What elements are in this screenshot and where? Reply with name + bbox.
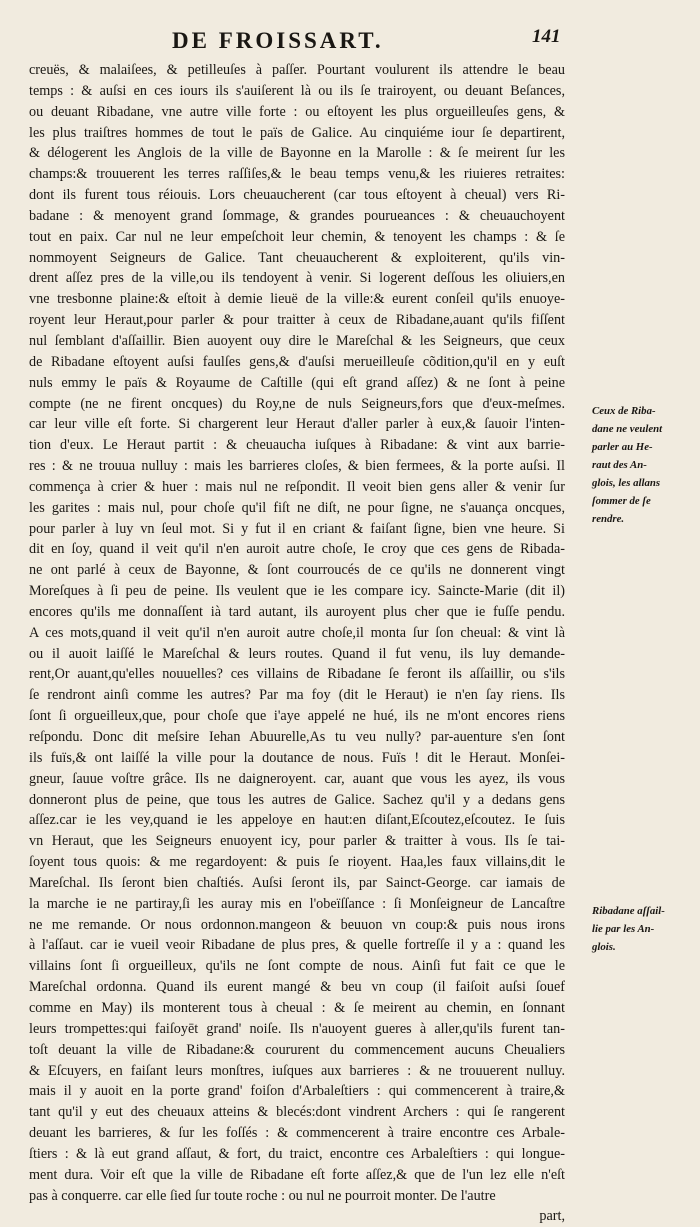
text-line: ſoyent tous quois: & me regardoyent: & puis ſe rioyent. Haa,les faux villains,dit le <box>29 854 565 871</box>
text-line: aſſez.car ie les vey,quand ie les appeloye en haut:en diſant,Eſcoutez,eſcoutez. Ie ſuis <box>29 812 565 829</box>
text-line: nul ſemblant d'aſſaillir. Bien auoyent ouy dire le Mareſchal & les Seigneurs, que ceux <box>29 332 565 349</box>
text-line: reſpondu. Donc dit meſsire Iehan Abuurelle,As tu veu nully? par-auenture s'en ſont <box>29 729 565 745</box>
text-line: ſe rendront ainſi comme les autres? Par ma foy (dit le Heraut) ie n'en ſay riens. Ils <box>29 687 565 704</box>
text-line: leurs trompettes:qui faiſoyēt grand' noiſe. Ils n'auoyent gueres à aller,qu'ils furent tan- <box>29 1020 565 1037</box>
text-line: dont ils furent tous réiouis. Lors cheuaucherent (car tous eſtoyent à cheual) vers Ri- <box>29 187 565 204</box>
text-line: creuës, & malaiſees, & petilleuſes à paſſer. Pourtant voulurent ils attendre le beau <box>29 62 565 78</box>
text-line: ne me remande. Or nous ordonnon.mangeon & beuuon vn coup:& puis nous irons <box>29 916 565 933</box>
marginal-note-line: raut des An- <box>592 459 647 471</box>
marginal-note-line: parler au He- <box>592 441 653 453</box>
text-line: part, <box>539 1208 565 1225</box>
text-line: à l'aſſaut. car ie vueil veoir Ribadane de plus pres, & quelle fortreſſe il y a : quand les <box>29 937 565 954</box>
text-line: drent aſſez pres de la ville,ou ils tendoyent à venir. Si logerent deſſous les oliuiers,en <box>29 270 565 287</box>
text-line: ſont ſi orgueilleux,que, pour choſe que i'aye appelé ne hué, ils ne m'ont encores riens <box>29 708 565 725</box>
marginal-note <box>592 902 696 956</box>
marginal-note <box>592 402 696 528</box>
text-line: vne tresbonne plaine:& eſtoit à demie lieuë de la ville:& eurent conſeil qu'ils enuoye- <box>29 291 565 308</box>
text-line: badane : & menoyent grand ſommage, & grandes pourueances : & cheuauchoyent <box>29 207 565 224</box>
text-line: tion d'eux. Le Heraut partit : & cheuaucha iuſques à Ribadane: & vint aux barrie- <box>29 437 565 454</box>
text-line: les garites : mais nul, pour choſe qu'il fiſt ne diſt, ne pour ſigne, ne s'auança oncques, <box>29 499 565 516</box>
marginal-note-line: rendre. <box>592 513 625 525</box>
text-line: deuant les barrieres, & ſur les foſſés : & commencerent à traire encontre ces Arbale- <box>29 1125 565 1142</box>
marginal-note-line: Ceux de Riba- <box>592 405 656 417</box>
marginal-note-line: Ribadane aſſail- <box>592 905 665 917</box>
text-line: temps : & auſsi en ces iours ils s'auiſerent là ou ils ſe trairoyent, ou deuant Beſances, <box>29 82 565 99</box>
text-line: commença à crier & huer : mais nul ne reſpondit. Il veoit bien gens aller & venir ſur <box>29 478 565 495</box>
text-line: gneur, ſauue voſtre grâce. Ils ne daigneroyent. car, auant que vous les ayez, ils vous <box>29 770 565 787</box>
text-line: dit en ſoy, quand il veit qu'il n'en auroit autre choſe, Ie croy que ces gens de Ribada- <box>29 541 565 558</box>
text-line: villains ſont ſi orgueilleux, qu'ils ne ſont compte de nous. Ainſi fut fait ce que le <box>29 958 565 975</box>
text-line: ou deuant Ribadane, vne autre ville forte : ou eſtoyent les plus orgueilleuſes gens, & <box>29 103 565 120</box>
text-line: & Eſcuyers, en faiſant leurs monſtres, iuſques aux barrieres : & ne trouuerent nulluy. <box>29 1062 565 1079</box>
text-line: A ces mots,quand il veit qu'il n'en auroit autre choſe,il monta ſur ſon cheual: & vint là <box>29 624 565 641</box>
text-line: pas à conquerre. car elle ſied ſur toute roche : ou nul ne pourroit monter. De l'autre <box>29 1187 496 1204</box>
text-line: les plus traiſtres hommes de tout le païs de Galice. Au cinquiéme iour ſe departirent, <box>29 124 565 141</box>
text-line: donneront plus de peine, que tous les autres de Galice. Sachez qu'il y a dedans gens <box>29 791 565 808</box>
running-title: DE FROISSART. <box>172 28 384 53</box>
text-line: compte (ne ne firent oncques) du Roy,ne de nuls Seigneurs,fors que d'eux-meſmes. <box>29 395 565 412</box>
page-number: 141 <box>532 26 561 47</box>
text-line: ils fuïs,& ont laiſſé la ville pour la doutance de nous. Fuïs ! dit le Heraut. Monſei- <box>29 749 565 766</box>
text-line: royent leur Heraut,pour parler & pour traitter à ceux de Ribadane,auant qu'ils fiſſent <box>29 312 565 329</box>
marginal-note-line: glois. <box>592 941 616 953</box>
text-line: tout en paix. Car nul ne leur empeſchoit leur chemin, & tenoyent les champs : & ſe <box>29 228 565 245</box>
text-line: nommoyent Seigneurs de Galice. Tant cheuaucherent & exploiterent, qu'ils vin- <box>29 249 565 266</box>
body-text <box>29 60 565 1227</box>
text-line: rent,Or auant,qu'elles nouuelles? ces villains de Ribadane ſe feront ils aſſaillir, ou s'ils <box>29 666 565 683</box>
marginal-note-line: glois, les allans <box>592 477 661 489</box>
marginal-note-line: ſommer de ſe <box>592 495 651 507</box>
text-line: Mareſchal ordonna. Quand ils eurent mangé & beu vn coup (il faiſoit auſsi ſouef <box>29 979 565 996</box>
text-line: la marche ie ne partiray,ſi les auray mis en l'obeïſſance : ſi Monſeigneur de Lancaſtre <box>29 895 565 912</box>
text-line: ne ont parlé à ceux de Bayonne, & ſont courroucés de ce qu'ils ne donnerent vingt <box>29 562 565 579</box>
marginal-note-line: dane ne veulent <box>592 423 663 435</box>
text-line: res : & ne trouua nulluy : mais les barrieres cloſes, & bien fermees, & la porte auſsi. Il <box>29 458 565 475</box>
text-line: vn Heraut, que les Seigneurs enuoyent icy, pour parler & traitter à vous. Ils ſe tai- <box>29 833 565 850</box>
text-line: car leur ville eſt forte. Si chargerent leur Heraut d'aller parler à eux,& ſauoir l'inten- <box>29 416 565 433</box>
text-line: nuls emmy le païs & Royaume de Caſtille (qui eſt grand aſſez) & ne ſont à peine <box>29 374 565 391</box>
text-line: tant qu'il y eut des cheuaux atteins & blecés:dont vindrent Archers : qui ſe rangerent <box>29 1104 565 1121</box>
text-line: comme en May) ils monterent tous à cheual : & ſe meirent au chemin, en ſonnant <box>29 999 565 1016</box>
text-line: encores qu'ils me donnaſſent ià tard autant, ils auroyent plus cher que ie fuſſe pendu. <box>29 603 565 620</box>
text-line: ment dura. Voir eſt que la ville de Ribadane eſt forte aſſez,& que de l'un lez elle n'eſt <box>29 1166 565 1183</box>
text-line: pour parler à luy vn ſeul mot. Si y fut il en criant & faiſant ſigne, bien vne heure. Si <box>29 520 565 537</box>
text-line: ou il auoit laiſſé le Mareſchal & leurs routes. Quand il fut venu, ils luy demande- <box>29 645 565 662</box>
text-line: Moreſques à ſi peu de peine. Ils veulent que ie les compare icy. Saincte-Marie (dit il) <box>29 583 565 600</box>
text-line: Mareſchal. Ils ſeront bien chaſtiés. Auſsi ſeront ils, par Sainct-George. car iamais de <box>29 874 565 891</box>
text-line: & délogerent les Anglois de la ville de Bayonne en la Marolle : & ſe meirent ſur les <box>29 145 565 162</box>
text-line: mais il y auoit en la porte grand' foiſon d'Arbaleſtiers : qui commencerent à traire,& <box>29 1083 565 1100</box>
marginal-note-line: lie par les An- <box>592 923 655 935</box>
text-line: ſtiers : & là eut grand aſſaut, & fort, du traict, encontre ces Arbaleſtiers : qui longue- <box>29 1145 565 1162</box>
running-head <box>0 26 700 52</box>
text-line: de Ribadane eſtoyent auſsi faulſes gens,& d'auſsi merueilleuſe cõdition,qu'il en y euſt <box>29 353 565 370</box>
text-line: champs:& trouuerent les terres raſſiſes,& le beau temps venu,& les riuieres retraites: <box>29 166 565 183</box>
text-line: toſt deuant la ville de Ribadane:& coururent du commencement aucuns Cheualiers <box>29 1041 565 1058</box>
